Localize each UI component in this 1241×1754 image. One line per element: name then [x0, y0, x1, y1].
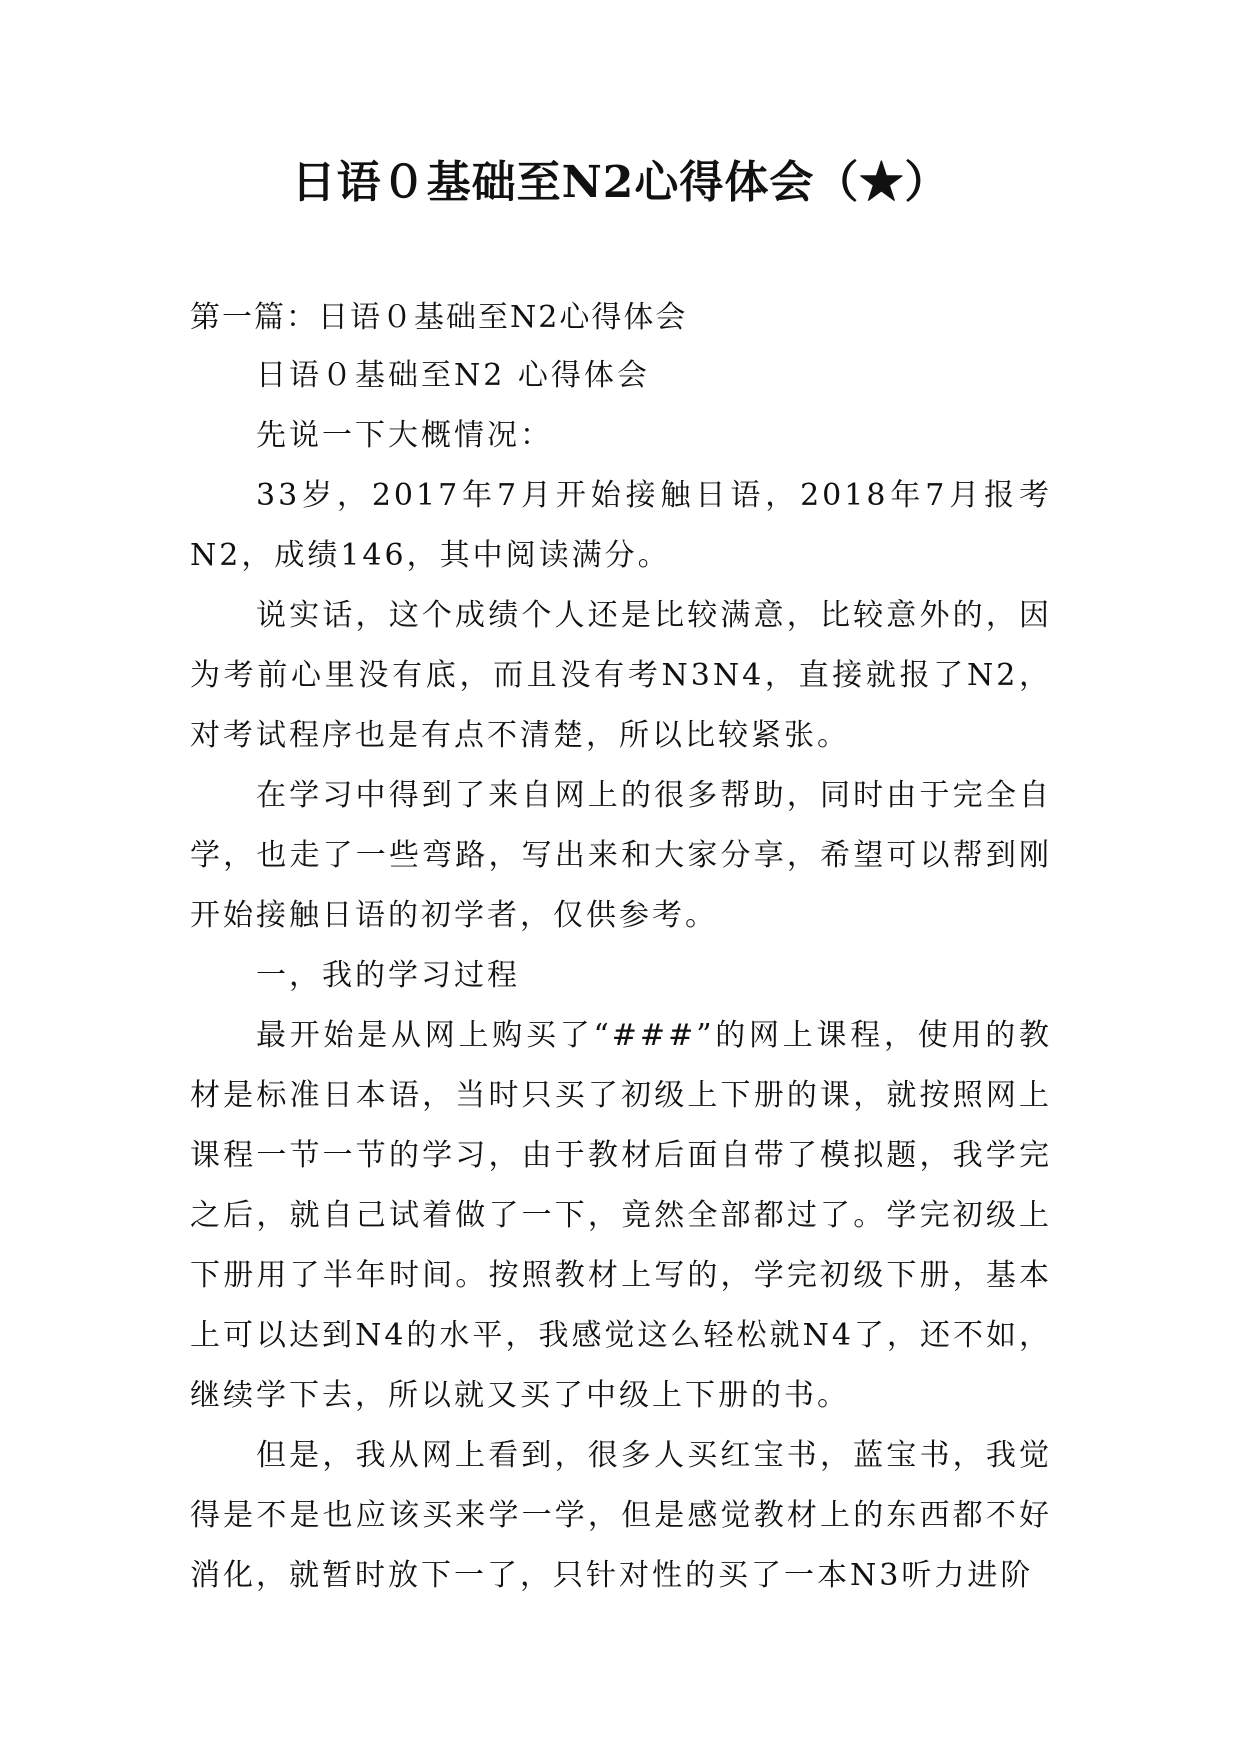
document-title: 日语０基础至N2心得体会（★） [291, 157, 950, 208]
subsection-heading: 一，我的学习过程 [256, 958, 520, 993]
paragraph: 说实话，这个成绩个人还是比较满意，比较意外的，因为考前心里没有底，而且没有考N3N4，直接就报了N2，对考试程序也是有点不清楚，所以比较紧张。 [190, 598, 1052, 753]
document-body [190, 288, 1052, 1606]
section-heading: 第一篇：日语０基础至N2心得体会 [190, 300, 688, 335]
paragraph: 但是，我从网上看到，很多人买红宝书，蓝宝书，我觉得是不是也应该买来学一学，但是感觉教材上的东西都不好消化，就暂时放下一了，只针对性的买了一本N3听力进阶 [190, 1438, 1052, 1593]
paragraph: 33岁，2017年7月开始接触日语，2018年7月报考N2，成绩146，其中阅读满分。 [190, 478, 1052, 573]
paragraph: 在学习中得到了来自网上的很多帮助，同时由于完全自学，也走了一些弯路，写出来和大家分享，希望可以帮到刚开始接触日语的初学者，仅供参考。 [190, 778, 1052, 933]
paragraph: 先说一下大概情况： [256, 418, 553, 453]
paragraph: 日语０基础至N2 心得体会 [256, 358, 650, 393]
paragraph: 最开始是从网上购买了“###”的网上课程，使用的教材是标准日本语，当时只买了初级上下册的课，就按照网上课程一节一节的学习，由于教材后面自带了模拟题，我学完之后，就自己试着做了一下，竟然全部都过了。学完初级上下册用了半年时间。按照教材上写的，学完初级下册，基本上可以达到N4的水平，我感觉这么轻松就N4了，还不如，继续学下去，所以就又买了中级上下册的书。 [190, 1018, 1052, 1413]
